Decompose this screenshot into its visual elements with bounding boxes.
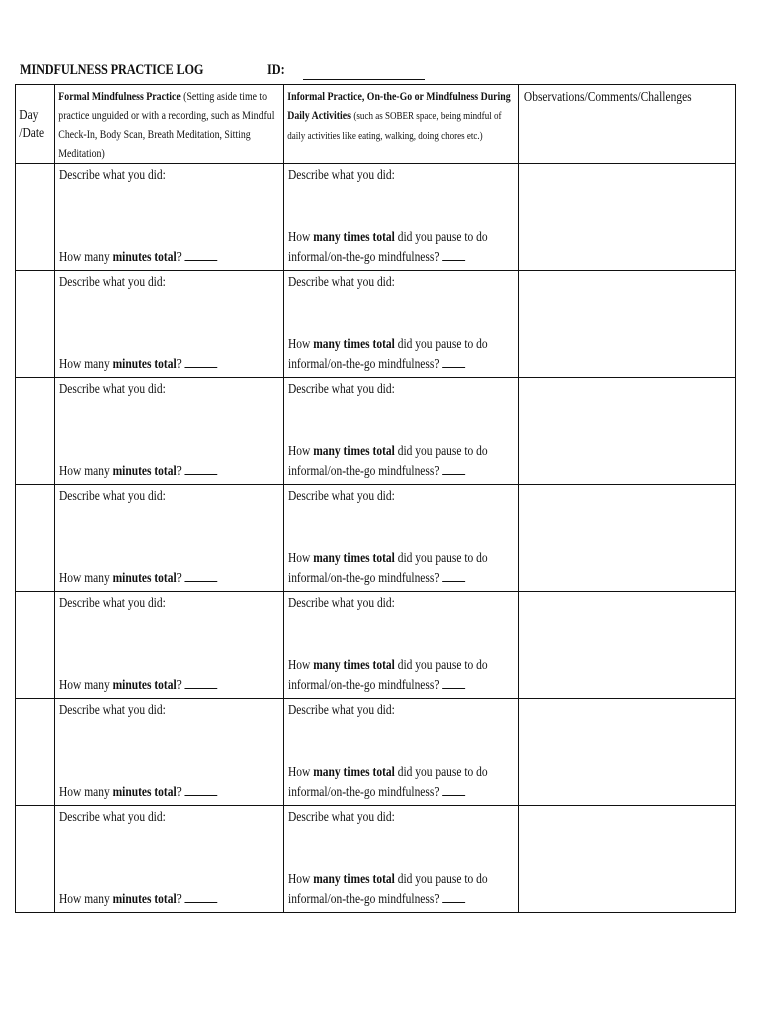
- minutes-blank[interactable]: [185, 462, 218, 475]
- informal-practice-cell[interactable]: [284, 806, 519, 913]
- minutes-prompt: How many minutes total?: [59, 676, 217, 696]
- log-row: [16, 592, 736, 699]
- formal-practice-cell[interactable]: [55, 699, 284, 806]
- informal-practice-cell[interactable]: [284, 271, 519, 378]
- table-header-row: [16, 85, 736, 164]
- times-prompt: How many times total did you pause to do informal/on-the-go mindfulness?: [288, 337, 488, 372]
- describe-prompt: Describe what you did:: [59, 810, 166, 825]
- log-row: [16, 378, 736, 485]
- id-label: ID:: [267, 62, 285, 78]
- log-row: [16, 485, 736, 592]
- formal-practice-cell[interactable]: [55, 485, 284, 592]
- describe-prompt: Describe what you did:: [59, 703, 166, 718]
- observations-header: [519, 85, 736, 164]
- day-date-header: [16, 85, 55, 164]
- minutes-blank[interactable]: [185, 569, 218, 582]
- log-row: [16, 271, 736, 378]
- minutes-blank[interactable]: [185, 676, 218, 689]
- day-label: Day: [19, 108, 39, 123]
- times-blank[interactable]: [442, 569, 465, 582]
- minutes-blank[interactable]: [185, 783, 218, 796]
- minutes-prompt: How many minutes total?: [59, 462, 217, 482]
- formal-practice-cell[interactable]: [55, 378, 284, 485]
- formal-practice-cell[interactable]: [55, 164, 284, 271]
- formal-practice-title: Formal Mindfulness Practice: [58, 89, 181, 103]
- times-blank[interactable]: [442, 676, 465, 689]
- formal-practice-cell[interactable]: [55, 592, 284, 699]
- times-prompt: How many times total did you pause to do informal/on-the-go mindfulness?: [288, 658, 488, 693]
- times-blank[interactable]: [442, 355, 465, 368]
- day-date-cell[interactable]: [16, 806, 55, 913]
- informal-practice-title: Informal Practice, On-the-Go or Mindfulness During Daily Activities: [287, 89, 511, 122]
- describe-prompt: Describe what you did:: [59, 596, 166, 611]
- observations-cell[interactable]: [519, 378, 736, 485]
- day-date-cell[interactable]: [16, 485, 55, 592]
- log-table: [15, 84, 736, 913]
- observations-cell[interactable]: [519, 699, 736, 806]
- times-prompt: How many times total did you pause to do informal/on-the-go mindfulness?: [288, 444, 488, 479]
- times-blank[interactable]: [442, 783, 465, 796]
- day-date-cell[interactable]: [16, 378, 55, 485]
- describe-prompt: Describe what you did:: [288, 596, 395, 611]
- times-blank[interactable]: [442, 462, 465, 475]
- observations-cell[interactable]: [519, 164, 736, 271]
- describe-prompt: Describe what you did:: [288, 810, 395, 825]
- log-row: [16, 699, 736, 806]
- minutes-prompt: How many minutes total?: [59, 248, 217, 268]
- day-date-cell[interactable]: [16, 164, 55, 271]
- times-prompt: How many times total did you pause to do informal/on-the-go mindfulness?: [288, 765, 488, 800]
- day-date-cell[interactable]: [16, 699, 55, 806]
- describe-prompt: Describe what you did:: [288, 703, 395, 718]
- informal-practice-cell[interactable]: [284, 378, 519, 485]
- times-prompt: How many times total did you pause to do informal/on-the-go mindfulness?: [288, 230, 488, 265]
- minutes-prompt: How many minutes total?: [59, 783, 217, 803]
- times-prompt: How many times total did you pause to do informal/on-the-go mindfulness?: [288, 872, 488, 907]
- describe-prompt: Describe what you did:: [59, 275, 166, 290]
- describe-prompt: Describe what you did:: [59, 489, 166, 504]
- describe-prompt: Describe what you did:: [59, 382, 166, 397]
- minutes-prompt: How many minutes total?: [59, 355, 217, 375]
- observations-cell[interactable]: [519, 271, 736, 378]
- describe-prompt: Describe what you did:: [288, 382, 395, 397]
- formal-practice-header: [55, 85, 284, 164]
- observations-cell[interactable]: [519, 806, 736, 913]
- day-date-cell[interactable]: [16, 592, 55, 699]
- informal-practice-header: [284, 85, 519, 164]
- title-bar: [20, 62, 736, 82]
- times-blank[interactable]: [442, 248, 465, 261]
- describe-prompt: Describe what you did:: [288, 275, 395, 290]
- informal-practice-cell[interactable]: [284, 699, 519, 806]
- observations-cell[interactable]: [519, 485, 736, 592]
- date-label: /Date: [19, 126, 45, 141]
- times-prompt: How many times total did you pause to do informal/on-the-go mindfulness?: [288, 551, 488, 586]
- minutes-prompt: How many minutes total?: [59, 890, 217, 910]
- id-field[interactable]: [303, 79, 425, 80]
- observations-title: Observations/Comments/Challenges: [523, 90, 692, 105]
- log-row: [16, 806, 736, 913]
- formal-practice-description: (Setting aside time to practice unguided or with a recording, such as Mindful Check-In, Body Scan, Breath Meditation, Sitting Meditation): [58, 89, 275, 160]
- informal-practice-cell[interactable]: [284, 485, 519, 592]
- informal-practice-cell[interactable]: [284, 592, 519, 699]
- describe-prompt: Describe what you did:: [59, 168, 166, 183]
- minutes-blank[interactable]: [185, 355, 218, 368]
- formal-practice-cell[interactable]: [55, 806, 284, 913]
- log-rows: [16, 164, 736, 913]
- describe-prompt: Describe what you did:: [288, 168, 395, 183]
- informal-practice-description: (such as SOBER space, being mindful of daily activities like eating, walking, doing chores etc.): [287, 110, 502, 142]
- minutes-blank[interactable]: [185, 248, 218, 261]
- day-date-cell[interactable]: [16, 271, 55, 378]
- observations-cell[interactable]: [519, 592, 736, 699]
- informal-practice-cell[interactable]: [284, 164, 519, 271]
- times-blank[interactable]: [442, 890, 465, 903]
- log-row: [16, 164, 736, 271]
- page-title: MINDFULNESS PRACTICE LOG: [20, 62, 204, 78]
- formal-practice-cell[interactable]: [55, 271, 284, 378]
- describe-prompt: Describe what you did:: [288, 489, 395, 504]
- minutes-blank[interactable]: [185, 890, 218, 903]
- minutes-prompt: How many minutes total?: [59, 569, 217, 589]
